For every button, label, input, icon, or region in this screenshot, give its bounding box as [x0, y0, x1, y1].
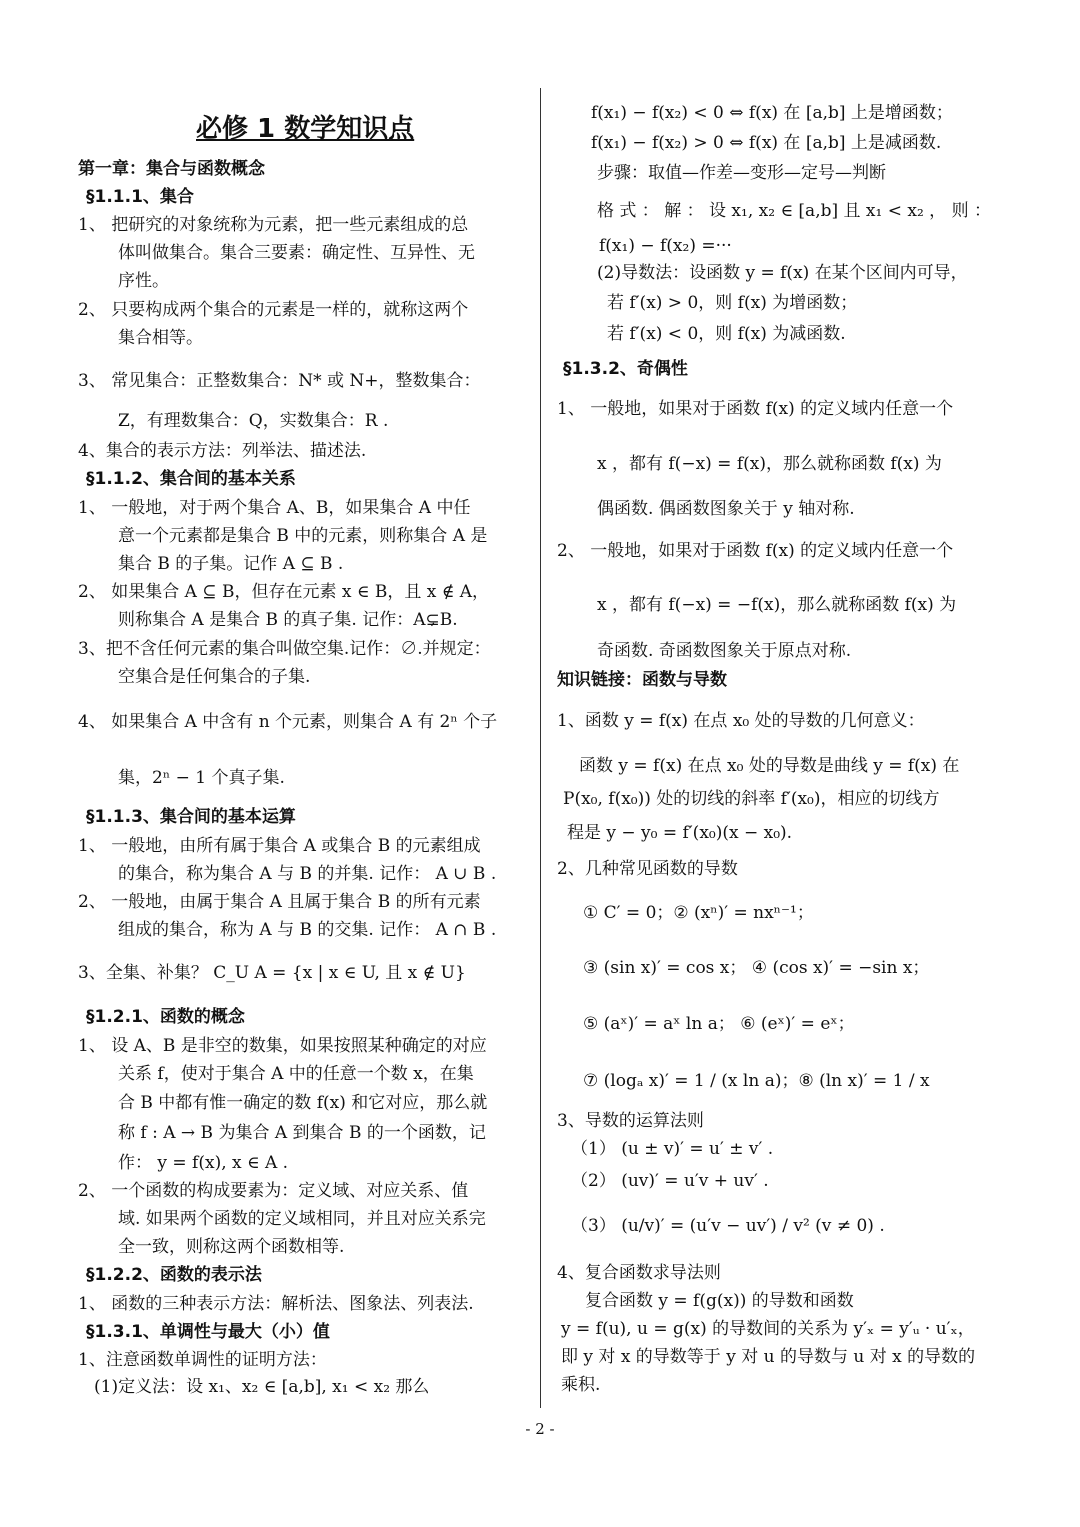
right-line-15: 知识链接：函数与导数	[557, 670, 727, 690]
right-line-23: ⑤ (aˣ)′ = aˣ ln a； ⑥ (eˣ)′ = eˣ；	[583, 1014, 855, 1034]
left-line-34: 域. 如果两个函数的定义域相同，并且对应关系完	[118, 1209, 486, 1229]
left-line-29: 关系 f，使对于集合 A 中的任意一个数 x，在集	[118, 1064, 474, 1084]
left-line-22: 1、 一般地，由所有属于集合 A 或集合 B 的元素组成	[78, 836, 481, 856]
left-line-14: 集合 B 的子集。记作 A ⊆ B .	[118, 554, 344, 574]
left-line-24: 2、 一般地，由属于集合 A 且属于集合 B 的所有元素	[78, 892, 481, 912]
left-line-6: 2、 只要构成两个集合的元素是一样的，就称这两个	[78, 300, 469, 320]
column-divider	[540, 88, 541, 1408]
page-number: - 2 -	[525, 1420, 555, 1438]
right-line-16: 1、函数 y = f(x) 在点 x₀ 处的导数的几何意义：	[557, 711, 925, 731]
left-line-19: 4、 如果集合 A 中含有 n 个元素，则集合 A 有 2ⁿ 个子	[78, 712, 498, 732]
right-line-11: 偶函数. 偶函数图象关于 y 轴对称.	[597, 499, 855, 519]
right-line-0: f(x₁) − f(x₂) < 0 ⇔ f(x) 在 [a,b] 上是增函数；	[591, 103, 953, 123]
right-line-5: (2)导数法：设函数 y = f(x) 在某个区间内可导，	[597, 263, 968, 283]
left-line-31: 称 f : A → B 为集合 A 到集合 B 的一个函数，记	[118, 1123, 486, 1143]
left-line-36: §1.2.2、函数的表示法	[86, 1265, 262, 1285]
left-line-35: 全一致，则称这两个函数相等.	[118, 1237, 345, 1257]
right-line-6: 若 f′(x) > 0，则 f(x) 为增函数；	[607, 293, 858, 313]
left-line-2: §1.1.1、集合	[86, 187, 194, 207]
right-line-24: ⑦ (logₐ x)′ = 1 / (x ln a)；⑧ (ln x)′ = 1 / x	[583, 1071, 930, 1091]
right-line-22: ③ (sin x)′ = cos x； ④ (cos x)′ = −sin x；	[583, 958, 930, 978]
right-line-13: x ，都有 f(−x) = −f(x)，那么就称函数 f(x) 为	[597, 595, 957, 615]
left-line-26: 3、全集、补集？ C_U A = {x | x ∈ U, 且 x ∉ U}	[78, 963, 466, 983]
right-line-21: ① C′ = 0；② (xⁿ)′ = nxⁿ⁻¹；	[583, 903, 814, 923]
left-line-13: 意一个元素都是集合 B 中的元素，则称集合 A 是	[118, 526, 488, 546]
left-line-39: 1、注意函数单调性的证明方法：	[78, 1350, 327, 1370]
right-line-17: 函数 y = f(x) 在点 x₀ 处的导数是曲线 y = f(x) 在	[579, 756, 960, 776]
right-line-9: 1、 一般地，如果对于函数 f(x) 的定义域内任意一个	[557, 399, 954, 419]
right-line-30: 复合函数 y = f(g(x)) 的导数和函数	[585, 1291, 854, 1311]
right-line-27: （2） (uv)′ = u′v + uv′ .	[571, 1171, 769, 1191]
left-line-4: 体叫做集合。集合三要素：确定性、互异性、无	[118, 243, 475, 263]
right-line-3: 格 式 ： 解 ： 设 x₁, x₂ ∈ [a,b] 且 x₁ < x₂ ， 则 ：	[597, 201, 991, 221]
left-line-28: 1、 设 A、B 是非空的数集，如果按照某种确定的对应	[78, 1036, 487, 1056]
left-line-16: 则称集合 A 是集合 B 的真子集. 记作：A⊊B.	[118, 610, 458, 630]
right-line-14: 奇函数. 奇函数图象关于原点对称.	[597, 641, 852, 661]
right-line-31: y = f(u), u = g(x) 的导数间的关系为 y′ₓ = y′ᵤ · u′ₓ，	[561, 1319, 975, 1339]
left-line-21: §1.1.3、集合间的基本运算	[86, 807, 296, 827]
right-line-32: 即 y 对 x 的导数等于 y 对 u 的导数与 u 对 x 的导数的	[561, 1347, 976, 1367]
right-line-8: §1.3.2、奇偶性	[563, 359, 688, 379]
left-line-8: 3、 常见集合：正整数集合：N* 或 N+，整数集合：	[78, 371, 481, 391]
left-line-30: 合 B 中都有惟一确定的数 f(x) 和它对应，那么就	[118, 1093, 488, 1113]
right-line-19: 程是 y − y₀ = f′(x₀)(x − x₀).	[567, 823, 793, 843]
left-line-15: 2、 如果集合 A ⊆ B，但存在元素 x ∈ B，且 x ∉ A，	[78, 582, 489, 602]
left-line-9: Z，有理数集合：Q，实数集合：R .	[118, 411, 389, 431]
left-line-17: 3、把不含任何元素的集合叫做空集.记作：∅.并规定：	[78, 639, 491, 659]
left-line-18: 空集合是任何集合的子集.	[118, 667, 311, 687]
left-line-1: 第一章：集合与函数概念	[78, 159, 265, 179]
left-line-20: 集，2ⁿ − 1 个真子集.	[118, 768, 285, 788]
left-line-32: 作： y = f(x), x ∈ A .	[118, 1153, 289, 1173]
right-line-28: （3） (u/v)′ = (u′v − uv′) / v² (v ≠ 0) .	[571, 1216, 885, 1236]
left-line-7: 集合相等。	[118, 328, 203, 348]
right-line-12: 2、 一般地，如果对于函数 f(x) 的定义域内任意一个	[557, 541, 954, 561]
right-line-29: 4、复合函数求导法则	[557, 1263, 721, 1283]
left-line-25: 组成的集合，称为 A 与 B 的交集. 记作： A ∩ B .	[118, 920, 497, 940]
right-line-10: x ，都有 f(−x) = f(x)，那么就称函数 f(x) 为	[597, 454, 942, 474]
left-line-5: 序性。	[118, 271, 169, 291]
left-line-37: 1、 函数的三种表示方法：解析法、图象法、列表法.	[78, 1294, 474, 1314]
left-line-11: §1.1.2、集合间的基本关系	[86, 469, 296, 489]
left-line-0: 必修 1 数学知识点	[196, 114, 415, 144]
left-line-40: (1)定义法：设 x₁、x₂ ∈ [a,b], x₁ < x₂ 那么	[94, 1377, 430, 1397]
left-line-23: 的集合，称为集合 A 与 B 的并集. 记作： A ∪ B .	[118, 864, 497, 884]
right-line-2: 步骤：取值—作差—变形—定号—判断	[597, 163, 886, 183]
right-line-20: 2、几种常见函数的导数	[557, 859, 738, 879]
right-line-1: f(x₁) − f(x₂) > 0 ⇔ f(x) 在 [a,b] 上是减函数.	[591, 133, 942, 153]
right-line-25: 3、导数的运算法则	[557, 1111, 704, 1131]
left-line-27: §1.2.1、函数的概念	[86, 1007, 245, 1027]
left-line-12: 1、 一般地，对于两个集合 A、B，如果集合 A 中任	[78, 498, 471, 518]
right-line-33: 乘积.	[561, 1375, 601, 1395]
left-line-10: 4、集合的表示方法：列举法、描述法.	[78, 441, 367, 461]
right-line-4: f(x₁) − f(x₂) =···	[599, 236, 732, 256]
right-line-7: 若 f′(x) < 0，则 f(x) 为减函数.	[607, 324, 846, 344]
left-line-33: 2、 一个函数的构成要素为：定义域、对应关系、值	[78, 1181, 469, 1201]
right-line-26: （1） (u ± v)′ = u′ ± v′ .	[571, 1139, 774, 1159]
right-line-18: P(x₀, f(x₀)) 处的切线的斜率 f′(x₀)，相应的切线方	[563, 789, 940, 809]
left-line-38: §1.3.1、单调性与最大（小）值	[86, 1322, 330, 1342]
left-line-3: 1、 把研究的对象统称为元素，把一些元素组成的总	[78, 215, 469, 235]
